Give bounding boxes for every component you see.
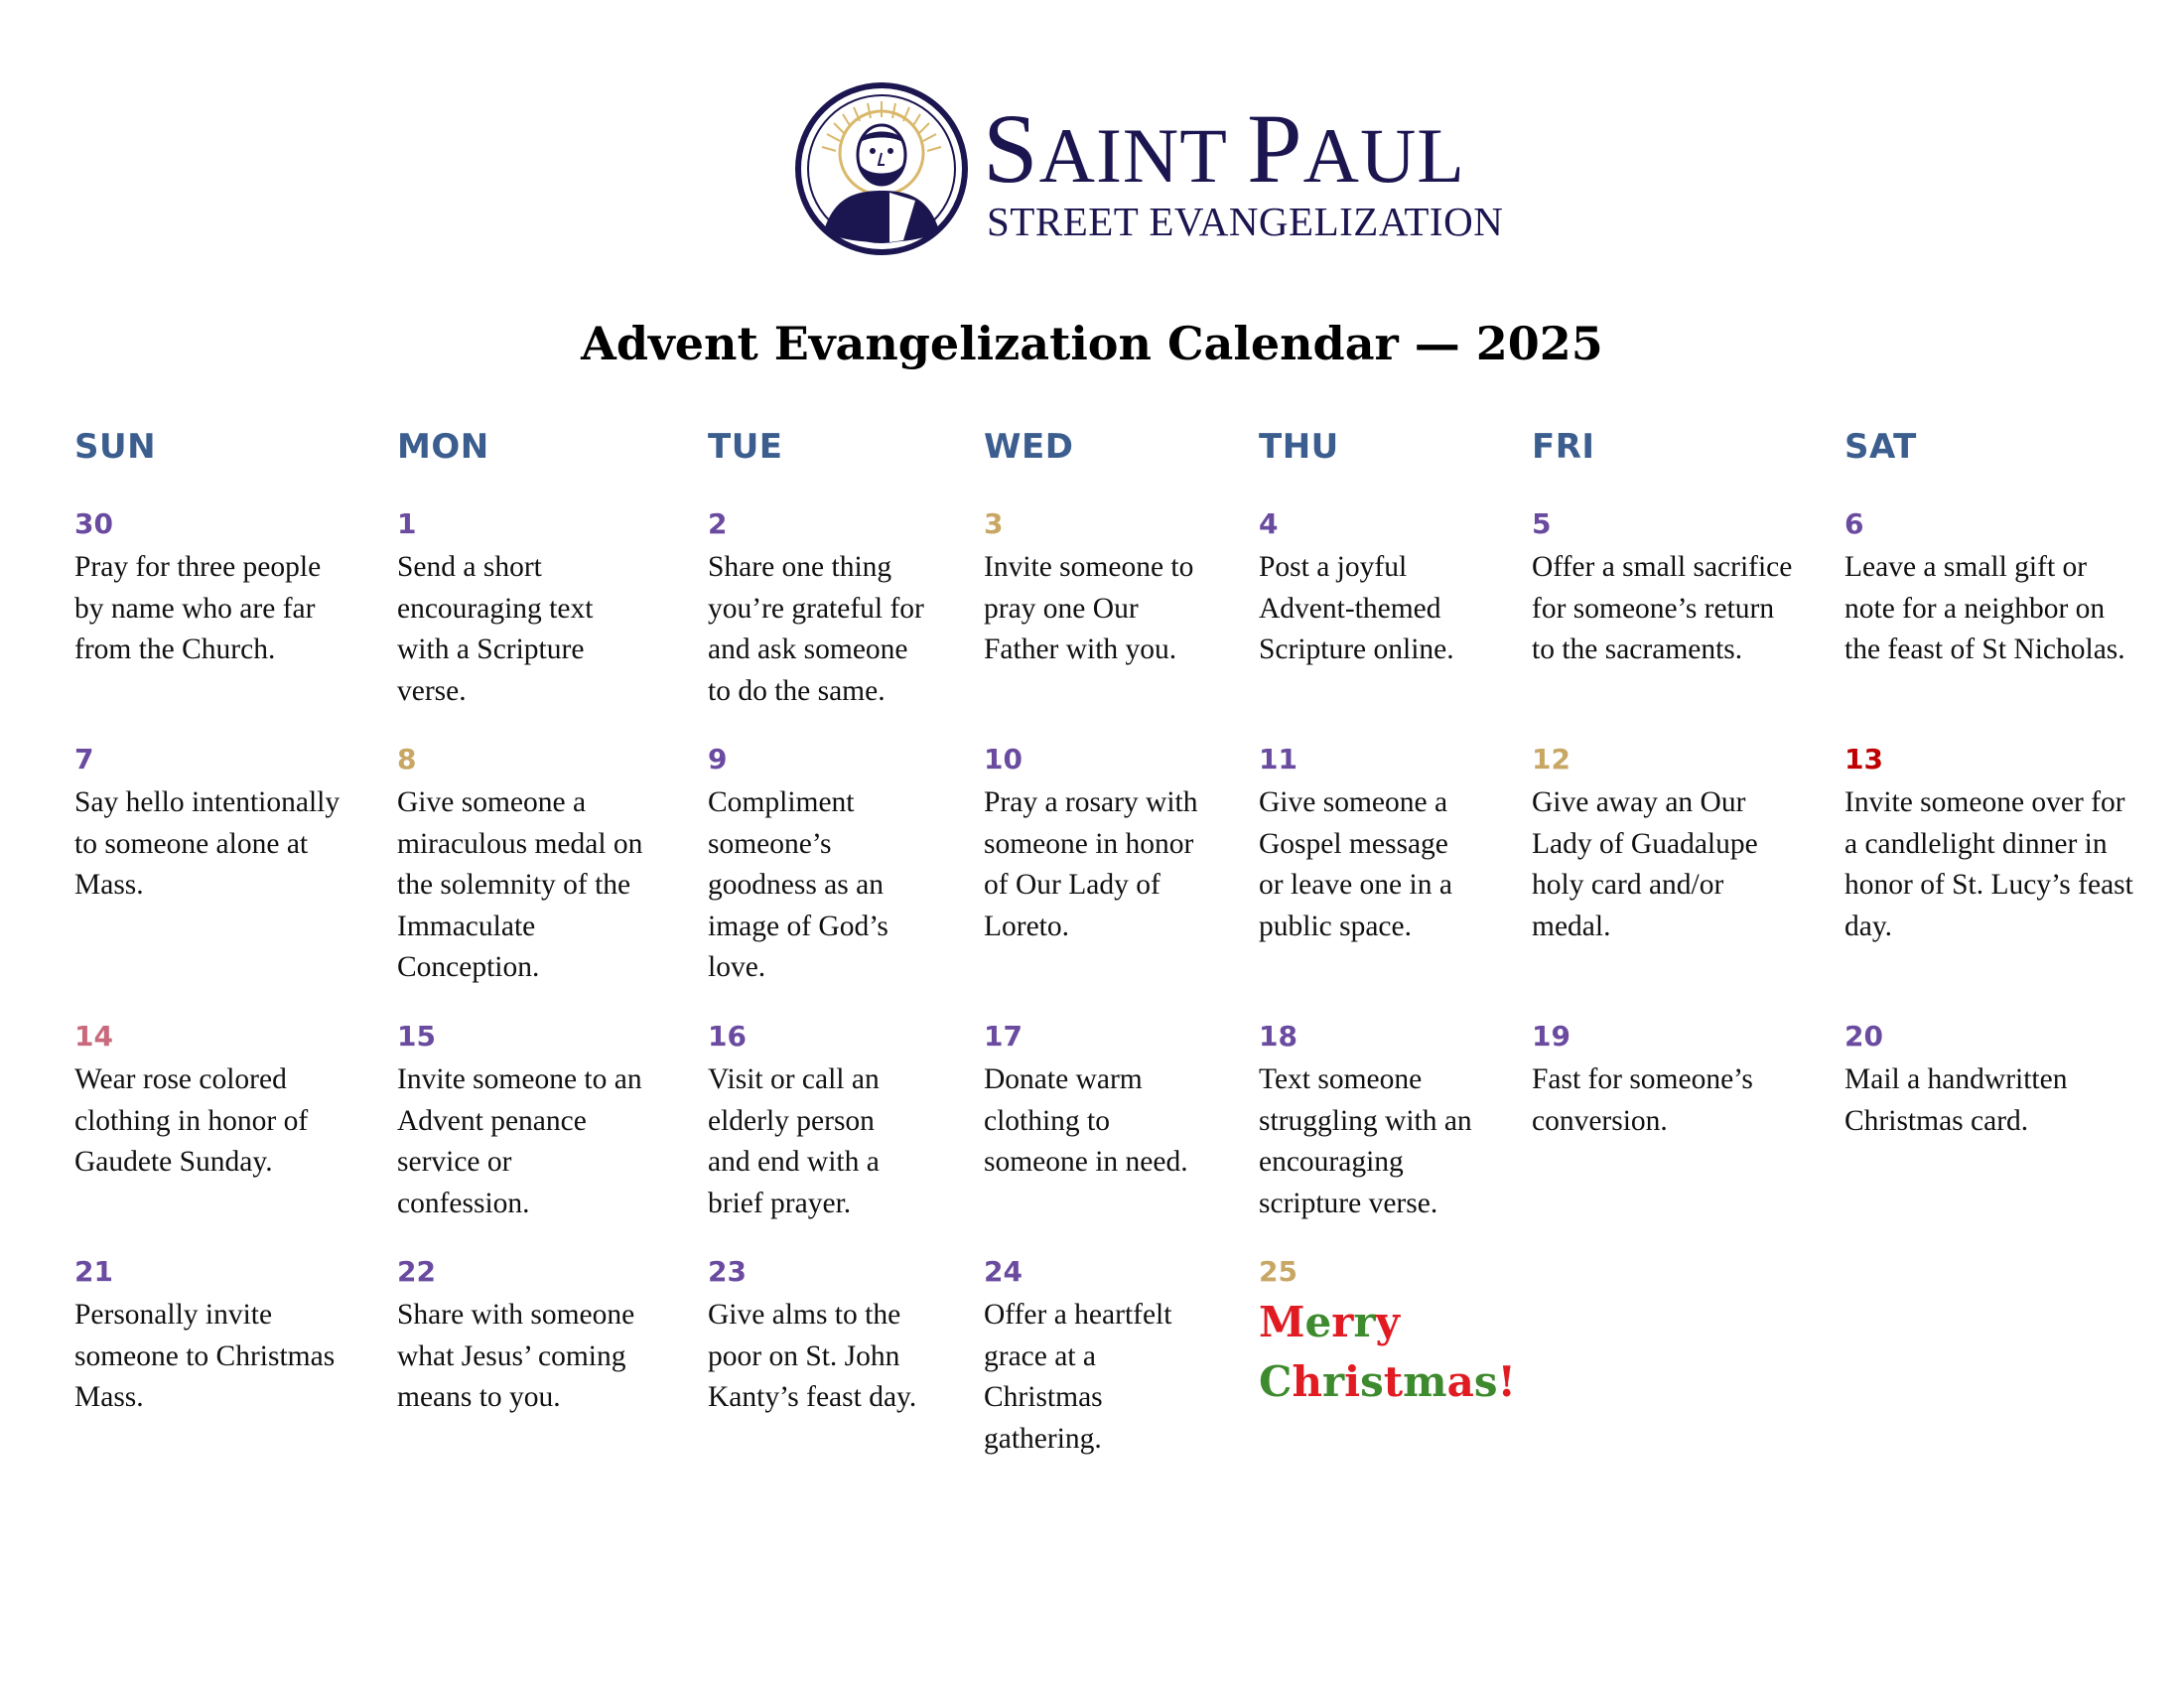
greeting-letter: t	[1383, 1357, 1404, 1406]
day-number: 23	[708, 1255, 747, 1288]
greeting-letter: s	[1360, 1357, 1384, 1406]
day-text-line: Mail a handwritten	[1844, 1063, 2068, 1095]
day-text-line: service or	[397, 1146, 512, 1178]
day-text-line: Scripture online.	[1259, 633, 1454, 665]
day-text-line: Give someone a	[1259, 786, 1448, 818]
day-number: 13	[1844, 743, 1883, 775]
day-text-line: by name who are far	[74, 592, 316, 625]
organization-name	[983, 93, 1465, 206]
day-text-line: Post a joyful	[1259, 551, 1408, 583]
greeting-letter: s	[1473, 1357, 1498, 1406]
day-text-line: Father with you.	[984, 633, 1177, 665]
weekday-thu: THU	[1259, 427, 1339, 467]
day-text-line: what Jesus’ coming	[397, 1339, 626, 1372]
day-cell-christmas	[1259, 1255, 1516, 1410]
day-text-line: and end with a	[708, 1146, 880, 1178]
day-text-line: Christmas card.	[1844, 1104, 2029, 1137]
day-cell	[708, 507, 924, 712]
greeting-letter: !	[1497, 1357, 1516, 1406]
day-text-line: conversion.	[1532, 1104, 1668, 1137]
day-text-line: Fast for someone’s	[1532, 1063, 1753, 1095]
day-text-line: Give away an Our	[1532, 786, 1746, 818]
day-cell	[708, 1020, 880, 1224]
day-text-line: Wear rose colored	[74, 1063, 287, 1095]
day-cell	[397, 1255, 634, 1419]
day-text-line: love.	[708, 951, 766, 983]
day-text-line: Offer a heartfelt	[984, 1299, 1172, 1331]
day-text-line: encouraging	[1259, 1146, 1404, 1178]
greeting-letter: h	[1292, 1357, 1322, 1406]
day-text-line: or leave one in a	[1259, 869, 1452, 901]
christmas-line	[1259, 1354, 1516, 1410]
day-cell	[74, 1255, 335, 1419]
day-cell	[1844, 1020, 2067, 1142]
day-number: 15	[397, 1020, 436, 1053]
day-text-line: someone in honor	[984, 827, 1194, 860]
day-cell	[74, 743, 340, 907]
logo-letters: AUL	[1302, 112, 1465, 199]
day-cell	[397, 507, 593, 712]
day-cell	[1259, 507, 1454, 671]
day-text-line: clothing in honor of	[74, 1104, 309, 1137]
day-text-line: medal.	[1532, 910, 1611, 942]
day-number: 12	[1532, 743, 1570, 775]
weekday-wed: WED	[984, 427, 1074, 467]
day-text-line: struggling with an	[1259, 1104, 1472, 1137]
day-text-line: Visit or call an	[708, 1063, 880, 1095]
day-text-line: you’re grateful for	[708, 592, 924, 625]
day-cell	[1532, 1020, 1753, 1142]
day-number: 3	[984, 507, 1004, 540]
day-number: 24	[984, 1255, 1023, 1288]
day-number: 20	[1844, 1020, 1883, 1053]
day-text-line: a candlelight dinner in	[1844, 827, 2108, 860]
day-text-line: Conception.	[397, 951, 540, 983]
day-text-line: scripture verse.	[1259, 1187, 1438, 1219]
greeting-letter: m	[1403, 1357, 1447, 1406]
merry-line	[1259, 1295, 1516, 1350]
organization-subtitle: STREET EVANGELIZATION	[987, 199, 1504, 244]
weekday-sat: SAT	[1844, 427, 1917, 467]
day-text-line: holy card and/or	[1532, 869, 1724, 901]
day-text-line: the solemnity of the	[397, 869, 631, 901]
day-cell	[708, 743, 888, 989]
day-cell	[1532, 743, 1758, 947]
day-text-line: Mass.	[74, 869, 144, 901]
day-text-line: brief prayer.	[708, 1187, 852, 1219]
greeting-letter: i	[1344, 1357, 1361, 1406]
weekday-sun: SUN	[74, 427, 157, 467]
day-text-line: Gaudete Sunday.	[74, 1146, 273, 1178]
day-text-line: encouraging text	[397, 592, 594, 625]
day-cell	[1532, 507, 1792, 671]
day-number: 21	[74, 1255, 113, 1288]
day-number: 6	[1844, 507, 1864, 540]
day-text-line: miraculous medal on	[397, 827, 643, 860]
day-text-line: grace at a	[984, 1339, 1096, 1372]
day-number: 16	[708, 1020, 747, 1053]
day-number: 10	[984, 743, 1023, 775]
logo-letter: S	[983, 93, 1039, 204]
greeting-letter: r	[1353, 1298, 1376, 1346]
day-text-line: Offer a small sacrifice	[1532, 551, 1793, 583]
day-cell	[74, 1020, 308, 1184]
day-text-line: Lady of Guadalupe	[1532, 827, 1758, 860]
greeting-letter: a	[1446, 1357, 1474, 1406]
day-text-line: day.	[1844, 910, 1893, 942]
day-text-line: Send a short	[397, 551, 542, 583]
day-text-line: someone to Christmas	[74, 1339, 336, 1372]
day-text-line: goodness as an	[708, 869, 884, 901]
day-number: 8	[397, 743, 417, 775]
day-number: 22	[397, 1255, 436, 1288]
day-text-line: someone in need.	[984, 1146, 1188, 1178]
weekday-mon: MON	[397, 427, 489, 467]
day-text-line: Loreto.	[984, 910, 1070, 942]
day-text-line: Give alms to the	[708, 1299, 901, 1331]
day-text-line: image of God’s	[708, 910, 888, 942]
day-text-line: gathering.	[984, 1422, 1102, 1455]
day-text-line: Kanty’s feast day.	[708, 1381, 917, 1413]
day-text-line: Invite someone to an	[397, 1063, 642, 1095]
day-text-line: Advent-themed	[1259, 592, 1441, 625]
day-text-line: elderly person	[708, 1104, 875, 1137]
day-number: 4	[1259, 507, 1279, 540]
weekday-tue: TUE	[708, 427, 783, 467]
day-number: 5	[1532, 507, 1552, 540]
weekday-fri: FRI	[1532, 427, 1595, 467]
day-cell	[984, 1255, 1171, 1460]
day-number: 7	[74, 743, 94, 775]
day-text-line: pray one Our	[984, 592, 1139, 625]
greeting-letter: y	[1375, 1298, 1400, 1346]
greeting-letter: C	[1259, 1357, 1293, 1406]
day-text-line: Personally invite	[74, 1299, 273, 1331]
day-text-line: poor on St. John	[708, 1339, 900, 1372]
day-number: 14	[74, 1020, 113, 1053]
calendar-title: Advent Evangelization Calendar — 2025	[581, 317, 1603, 370]
greeting-letter: e	[1304, 1298, 1332, 1346]
day-text-line: Share one thing	[708, 551, 892, 583]
day-cell	[1259, 1020, 1472, 1224]
greeting-letter: M	[1259, 1298, 1305, 1346]
greeting-letter: r	[1321, 1357, 1345, 1406]
day-text-line: the feast of St Nicholas.	[1844, 633, 2125, 665]
day-text-line: Advent penance	[397, 1104, 587, 1137]
day-text-line: Donate warm	[984, 1063, 1143, 1095]
day-text-line: Pray a rosary with	[984, 786, 1198, 818]
day-text-line: confession.	[397, 1187, 530, 1219]
day-cell	[74, 507, 321, 671]
day-cell	[1844, 743, 2133, 947]
day-text-line: Share with someone	[397, 1299, 635, 1331]
day-text-line: Leave a small gift or	[1844, 551, 2088, 583]
day-text-line: to someone alone at	[74, 827, 309, 860]
day-cell	[708, 1255, 916, 1419]
day-cell	[984, 1020, 1188, 1184]
day-number: 9	[708, 743, 728, 775]
day-number: 30	[74, 507, 113, 540]
saint-paul-seal-icon	[794, 81, 969, 256]
day-text-line: note for a neighbor on	[1844, 592, 2106, 625]
day-text-line: Mass.	[74, 1381, 144, 1413]
day-text-line: Text someone	[1259, 1063, 1423, 1095]
day-number: 1	[397, 507, 417, 540]
day-text-line: clothing to	[984, 1104, 1111, 1137]
day-text-line: to do the same.	[708, 674, 886, 707]
day-number: 2	[708, 507, 728, 540]
day-text-line: Invite someone over for	[1844, 786, 2125, 818]
greeting-letter: r	[1331, 1298, 1354, 1346]
day-text-line: Compliment	[708, 786, 855, 818]
day-text-line: Give someone a	[397, 786, 587, 818]
day-text-line: someone’s	[708, 827, 832, 860]
day-cell	[1844, 507, 2125, 671]
day-text-line: public space.	[1259, 910, 1412, 942]
day-cell	[984, 743, 1197, 947]
day-text-line: verse.	[397, 674, 467, 707]
day-text-line: means to you.	[397, 1381, 561, 1413]
day-text-line: for someone’s return	[1532, 592, 1775, 625]
day-cell	[397, 1020, 642, 1224]
day-cell	[1259, 743, 1452, 947]
day-cell	[984, 507, 1193, 671]
day-text-line: Invite someone to	[984, 551, 1194, 583]
day-number: 25	[1259, 1255, 1297, 1288]
day-cell	[397, 743, 642, 989]
day-text-line: with a Scripture	[397, 633, 585, 665]
day-text-line: of Our Lady of	[984, 869, 1160, 901]
day-number: 18	[1259, 1020, 1297, 1053]
day-number: 17	[984, 1020, 1023, 1053]
day-text-line: to the sacraments.	[1532, 633, 1743, 665]
day-text-line: from the Church.	[74, 633, 276, 665]
day-text-line: honor of St. Lucy’s feast	[1844, 869, 2133, 901]
day-text-line: Gospel message	[1259, 827, 1448, 860]
logo-letters: AINT	[1038, 112, 1247, 199]
day-text-line: Say hello intentionally	[74, 786, 341, 818]
day-number: 19	[1532, 1020, 1570, 1053]
day-text-line: Pray for three people	[74, 551, 322, 583]
logo-letter: P	[1247, 93, 1303, 204]
day-text-line: Christmas	[984, 1381, 1103, 1413]
organization-logo	[794, 81, 1509, 256]
day-number: 11	[1259, 743, 1297, 775]
day-text-line: and ask someone	[708, 633, 908, 665]
day-text-line: Immaculate	[397, 910, 536, 942]
